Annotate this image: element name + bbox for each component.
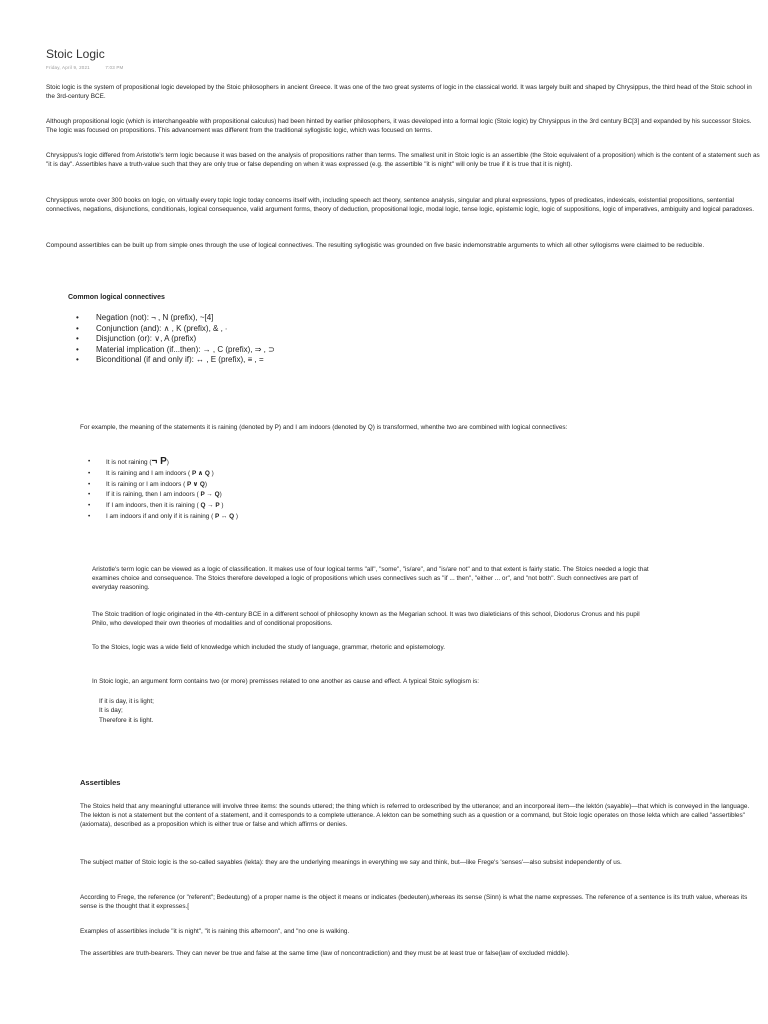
note-date: Friday, April 9, 2021 xyxy=(46,65,90,70)
assertibles-paragraph-3: According to Frege, the reference (or "referent"; Bedeutung) of a proper name is the object it means or indicates (bedeuten),whereas its sense (Sinn) is what the name expresses. The reference of a sentence is its truth value, whereas its sense is the thought that it expresses.[ xyxy=(80,894,748,911)
syllogism-line: If it is day, it is light; xyxy=(99,698,154,705)
list-item: • It is not raining (¬ P) xyxy=(88,457,508,469)
page-title: Stoic Logic xyxy=(46,47,105,61)
megarian-paragraph: The Stoic tradition of logic originated in the 4th-century BCE in a different school of philosophy known as the Megarian school. It was two dialeticians of this school, Diodorus Cronus and his pupil Philo, who developed their own theories of modalities and of conditional propositions. xyxy=(92,611,640,628)
list-item: • If I am indoors, then it is raining ( Q → P ) xyxy=(88,501,508,512)
list-item: • Disjunction (or): ∨, A (prefix) xyxy=(76,334,496,345)
note-timestamp xyxy=(46,65,138,70)
list-item: • Negation (not): ¬ , N (prefix), ~[4] xyxy=(76,313,496,324)
syllogism-lines xyxy=(99,697,399,725)
syllogism-line: It is day; xyxy=(99,707,123,715)
assertibles-paragraph-1: The Stoics held that any meaningful utterance will involve three items: the sounds uttered; the thing which is referred to ordescribed by the utterance; and an incorporeal item—the lektón (sayable)—that which is conveyed in the language. The lekton is not a statement but the content of a statement, and it corresponds to a complete utterance. A lekton can be something such as a question or a command, but Stoic logic operates on those lekta which are called "assertibles" (axiomata), described as a proposition which is either true or false and which affirms or denies. xyxy=(80,803,750,829)
list-item: • If it is raining, then I am indoors ( P → Q) xyxy=(88,490,508,501)
assertibles-paragraph-4: Examples of assertibles include "it is night", "it is raining this afternoon", and "no one is walking. xyxy=(80,928,350,935)
assertibles-paragraph-5: The assertibles are truth-bearers. They can never be true and false at the same time (law of noncontradiction) and they must be at least true or false(law of excluded middle). xyxy=(80,950,570,957)
intro-paragraph-4: Chrysippus wrote over 300 books on logic, on virtually every topic logic today concerns itself with, including speech act theory, sentence analysis, singular and plural expressions, types of predicates, indexicals, existential propositions, sentential connectives, negations, disjunctions, conditionals, logical consequence, valid argument forms, theory of deduction, propositional logic, modal logic, tense logic, epistemic logic, logic of suppositions, logic of imperatives, ambiguity and logical paradoxes. xyxy=(46,197,754,214)
example-list xyxy=(88,457,508,523)
assertibles-paragraph-2: The subject matter of Stoic logic is the so-called sayables (lekta): they are the underlying meanings in everything we say and think, but—like Frege's 'senses'—also subsist independently of us. xyxy=(80,859,622,866)
intro-paragraph-5: Compound assertibles can be built up from simple ones through the use of logical connectives. The resulting syllogistic was grounded on five basic indemonstrable arguments to which all other syllogisms were claimed to be reducible. xyxy=(46,242,705,249)
list-item: • Biconditional (if and only if): ↔ , E (prefix), ≡ , = xyxy=(76,355,496,366)
example-paragraph: For example, the meaning of the statements it is raining (denoted by P) and I am indoors (denoted by Q) is transformed, whenthe two are combined with logical connectives: xyxy=(80,424,568,431)
list-item: • It is raining and I am indoors ( P ∧ Q ) xyxy=(88,469,508,480)
list-item: • I am indoors if and only if it is raining ( P ↔ Q ) xyxy=(88,512,508,523)
connectives-heading: Common logical connectives xyxy=(68,294,165,301)
intro-paragraph-1: Stoic logic is the system of propositional logic developed by the Stoic philosophers in ancient Greece. It was one of the two great systems of logic in the classical world. It was largely built and shaped by Chrysippus, the third head of the Stoic school in the 3rd-century BCE. xyxy=(46,84,752,101)
assertibles-heading: Assertibles xyxy=(80,778,121,787)
note-time: 7:03 PM xyxy=(105,65,124,70)
aristotle-paragraph: Aristotle's term logic can be viewed as a logic of classification. It makes use of four logical terms "all", "some", "is/are", and "is/are not" and to that extent is fairly static. The Stoics needed a logic that examines choice and consequence. The Stoics therefore developed a logic of propositions which uses connectives such as "if ... then", "either ... or", and "not both". Such connectives are part of everyday reasoning. xyxy=(92,566,649,592)
syllogism-paragraph: In Stoic logic, an argument form contains two (or more) premisses related to one another as cause and effect. A typical Stoic syllogism is: xyxy=(92,678,480,685)
stoic-knowledge-paragraph: To the Stoics, logic was a wide field of knowledge which included the study of language, grammar, rhetoric and epistemology. xyxy=(92,644,445,651)
list-item: • It is raining or I am indoors ( P ∨ Q) xyxy=(88,480,508,491)
list-item: • Conjunction (and): ∧ , K (prefix), & , ∙ xyxy=(76,324,496,335)
list-item: • Material implication (if...then): → , C (prefix), ⇒ , ⊃ xyxy=(76,345,496,356)
syllogism-line: Therefore it is light. xyxy=(99,716,154,724)
connectives-list xyxy=(76,313,496,366)
intro-paragraph-2: Although propositional logic (which is interchangeable with propositional calculus) had been hinted by earlier philosophers, it was developed into a formal logic (Stoic logic) by Chrysippus in the 3rd century BC[3] and expanded by his successor Stoics. The logic was focused on propositions. This advancement was different from the traditional syllogistic logic, which was focused on terms. xyxy=(46,118,752,135)
intro-paragraph-3: Chrysippus's logic differed from Aristotle's term logic because it was based on the analysis of propositions rather than terms. The smallest unit in Stoic logic is an assertible (the Stoic equivalent of a proposition) which is the content of a statement such as "it is day". Assertibles have a truth-value such that they are only true or false depending on when it was expressed (e.g. the assertible "it is night" will only be true if it is true that it is night). xyxy=(46,152,760,169)
